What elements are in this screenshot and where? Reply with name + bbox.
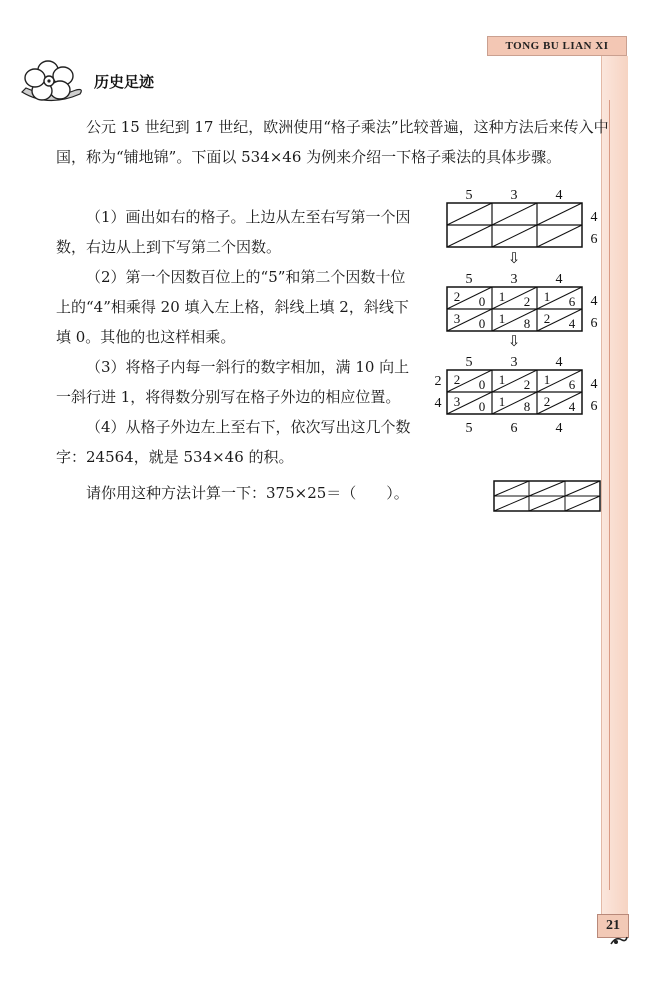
grid2-right-digit: 4: [590, 294, 598, 309]
page-corner-decoration-icon: [610, 934, 628, 946]
exercise-paragraph: 请你用这种方法计算一下：375×25＝（ ）。: [86, 484, 409, 502]
grid3-cell-digit: 4: [568, 399, 576, 414]
grid3-cell-digit: 0: [478, 377, 486, 392]
grid3-right-digit: 4: [590, 377, 598, 392]
grid2-cell-digit: 0: [478, 316, 486, 331]
grid2-top-digit: 5: [465, 272, 473, 287]
grid3-cell-digit: 3: [453, 394, 461, 409]
grid3-cell-digit: 0: [478, 399, 486, 414]
step-3-paragraph: （3）将格子内每一斜行的数字相加，满 10 向上一斜行进 1，将得数分别写在格子外边的相应位置。: [56, 358, 410, 406]
grid2-cell-digit: 0: [478, 294, 486, 309]
grid2-cell-digit: 2: [453, 289, 461, 304]
grid2-cell-digit: 8: [523, 316, 531, 331]
grid3-cell-digit: 1: [498, 394, 506, 409]
grid2-cell-digit: 1: [498, 289, 506, 304]
grid2-cell-digit: 2: [543, 311, 551, 326]
grid3-cell-digit: 6: [568, 377, 576, 392]
flower-icon: [18, 58, 88, 108]
grid3-bottom-digit: 4: [555, 421, 563, 436]
grid1-top-digit: 3: [510, 188, 518, 203]
grid3-right-digit: 6: [590, 399, 598, 414]
grid2-top-digit: 4: [555, 272, 563, 287]
grid3-cell-digit: 2: [543, 394, 551, 409]
section-title: 历史足迹: [94, 73, 155, 91]
lattice-diagram: [426, 183, 606, 513]
step-4-paragraph: （4）从格子外边左上至右下，依次写出这几个数字：24564，就是 534×46 的积。: [56, 418, 411, 466]
grid2-cell-digit: 1: [498, 311, 506, 326]
grid3-bottom-digit: 6: [510, 421, 518, 436]
header-tab: TONG BU LIAN XI: [487, 36, 627, 56]
grid3-left-digit: 4: [434, 396, 442, 411]
step-1-paragraph: （1）画出如右的格子。上边从左至右写第一个因数，右边从上到下写第二个因数。: [56, 208, 411, 256]
grid1-right-digit: 6: [590, 232, 598, 247]
grid1-top-digit: 5: [465, 188, 473, 203]
grid2-cell-digit: 3: [453, 311, 461, 326]
arrow-down-icon: ⇩: [507, 251, 521, 267]
arrow-down-icon: ⇩: [507, 334, 521, 350]
grid3-cell-digit: 8: [523, 399, 531, 414]
step-2-paragraph: （2）第一个因数百位上的“5”和第二个因数十位上的“4”相乘得 20 填入左上格，斜线上填 2，斜线下填 0。其他的也这样相乘。: [56, 268, 409, 346]
grid3-bottom-digit: 5: [465, 421, 473, 436]
grid3-top-digit: 3: [510, 355, 518, 370]
grid2-cell-digit: 1: [543, 289, 551, 304]
grid2-right-digit: 6: [590, 316, 598, 331]
grid2-cell-digit: 6: [568, 294, 576, 309]
grid3-cell-digit: 2: [523, 377, 531, 392]
grid3-cell-digit: 1: [543, 372, 551, 387]
grid2-cell-digit: 2: [523, 294, 531, 309]
intro-paragraph: 公元 15 世纪到 17 世纪，欧洲使用“格子乘法”比较普遍，这种方法后来传入中国，称为“铺地锦”。下面以 534×46 为例来介绍一下格子乘法的具体步骤。: [56, 118, 609, 166]
grid1-right-digit: 4: [590, 210, 598, 225]
grid3-top-digit: 4: [555, 355, 563, 370]
grid3-cell-digit: 1: [498, 372, 506, 387]
page-number: 21: [597, 914, 629, 938]
grid1-top-digit: 4: [555, 188, 563, 203]
grid3-left-digit: 2: [434, 374, 442, 389]
grid3-top-digit: 5: [465, 355, 473, 370]
grid2-cell-digit: 4: [568, 316, 576, 331]
grid2-top-digit: 3: [510, 272, 518, 287]
grid3-cell-digit: 2: [453, 372, 461, 387]
